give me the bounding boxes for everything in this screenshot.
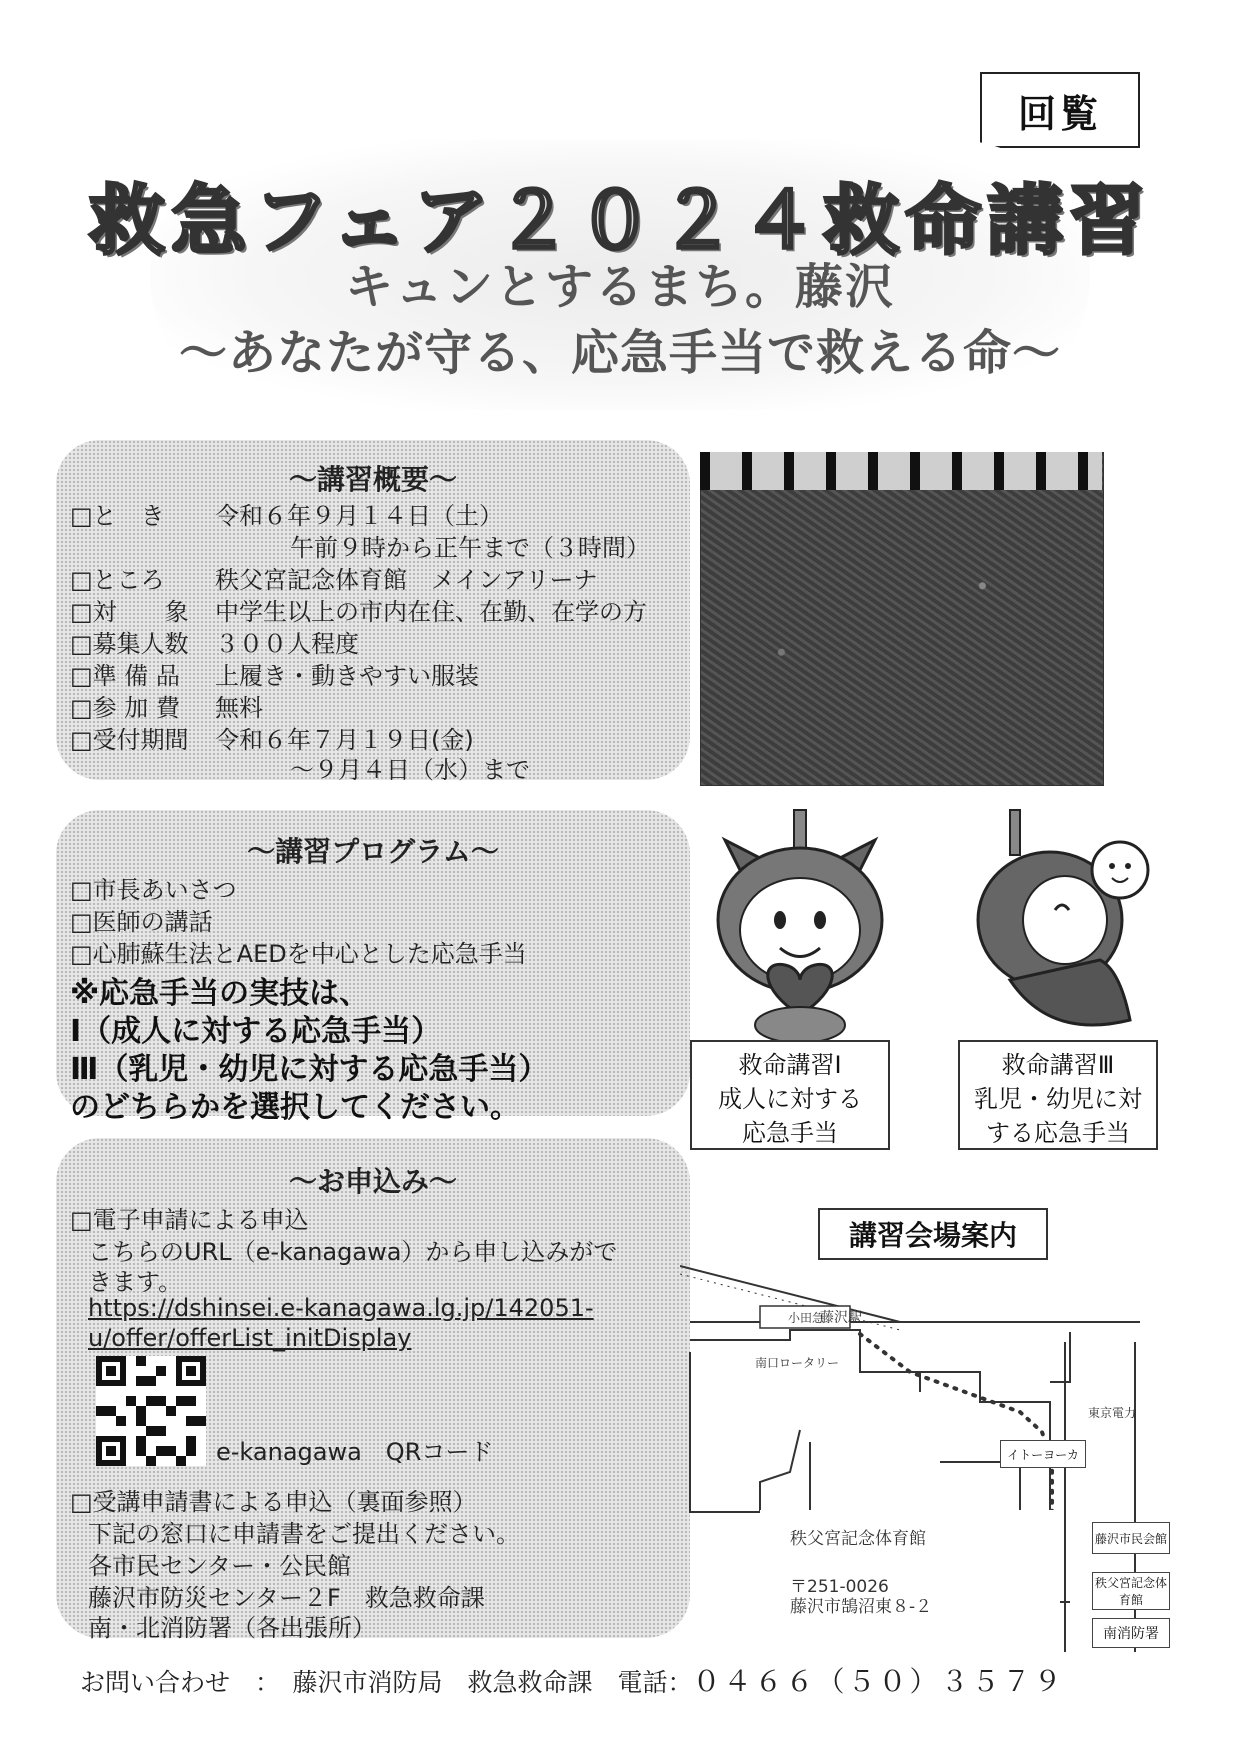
map-venue-info bbox=[760, 1510, 1060, 1617]
mascot-right-label bbox=[958, 1040, 1158, 1150]
training-photo bbox=[700, 452, 1104, 786]
apply-paper-line: 藤沢市防災センター２F 救急救命課 bbox=[88, 1584, 485, 1612]
map-venue-marker: 秩父宮記念体育館 bbox=[1092, 1572, 1170, 1610]
overview-row: □対 象 中学生以上の市内在住、在勤、在学の方 bbox=[70, 598, 647, 626]
mascot-right-label-line: する応急手当 bbox=[986, 1119, 1130, 1147]
program-heading: ～講習プログラム～ bbox=[247, 835, 499, 868]
apply-paper-line: 下記の窓口に申請書をご提出ください。 bbox=[88, 1520, 520, 1548]
apply-online-desc: きます。 bbox=[88, 1268, 183, 1296]
map-fire-station: 南消防署 bbox=[1092, 1618, 1170, 1648]
map-civic-hall: 藤沢市民会館 bbox=[1092, 1522, 1170, 1554]
program-item: □市長あいさつ bbox=[70, 876, 237, 904]
overview-row: □募集人数 ３００人程度 bbox=[70, 630, 359, 658]
map-address: 藤沢市鵠沼東８-２ bbox=[790, 1597, 933, 1617]
page-subtitle: キュンとするまち。藤沢 bbox=[344, 259, 895, 315]
map-station-small: 小田急 bbox=[788, 1311, 825, 1325]
mascot-left-label-line: 応急手当 bbox=[742, 1119, 838, 1147]
mascot-left-label bbox=[690, 1040, 890, 1150]
map-venue-name: 秩父宮記念体育館 bbox=[790, 1529, 926, 1549]
apply-online-desc: こちらのURL（e-kanagawa）から申し込みがで bbox=[88, 1238, 618, 1266]
apply-paper-line: 南・北消防署（各出張所） bbox=[88, 1614, 376, 1642]
apply-url[interactable]: https://dshinsei.e-kanagawa.lg.jp/142051- bbox=[88, 1294, 594, 1322]
program-item: □心肺蘇生法とAEDを中心とした応急手当 bbox=[70, 940, 527, 968]
mascot-right-illustration bbox=[970, 800, 1170, 1050]
mascot-left-label-line: 救命講習Ⅰ bbox=[738, 1051, 842, 1079]
contact-label: お問い合わせ ： 藤沢市消防局 救急救命課 電話： bbox=[80, 1668, 693, 1697]
circulation-badge: 回覧 bbox=[980, 72, 1140, 148]
overview-heading: ～講習概要～ bbox=[288, 463, 457, 496]
map-postal-code: 〒251-0026 bbox=[790, 1577, 889, 1597]
overview-row: 午前９時から正午まで（３時間） bbox=[290, 534, 650, 562]
mascot-left-illustration bbox=[700, 800, 900, 1050]
apply-url[interactable]: u/offer/offerList_initDisplay bbox=[88, 1324, 412, 1352]
page-slogan: ～あなたが守る、応急手当で救える命～ bbox=[178, 325, 1061, 381]
contact-footer bbox=[80, 1660, 1065, 1700]
overview-row: □参 加 費 無料 bbox=[70, 694, 263, 722]
program-note: ※応急手当の実技は、 bbox=[70, 976, 370, 1011]
apply-paper-line: 各市民センター・公民館 bbox=[88, 1552, 352, 1580]
qr-label: e-kanagawa QRコード bbox=[216, 1438, 494, 1466]
map-title: 講習会場案内 bbox=[818, 1208, 1048, 1260]
mascot-right-label-line: 乳児・幼児に対 bbox=[974, 1085, 1142, 1113]
mascot-right-label-line: 救命講習Ⅲ bbox=[1001, 1051, 1115, 1079]
program-item: □医師の講話 bbox=[70, 908, 213, 936]
overview-row: □受付期間 令和６年７月１９日(金) bbox=[70, 726, 474, 754]
overview-row: □ところ 秩父宮記念体育館 メインアリーナ bbox=[70, 566, 598, 594]
qr-code[interactable] bbox=[96, 1356, 206, 1466]
map-sankei: 東京電力 bbox=[1088, 1406, 1137, 1420]
mascot-left-label-line: 成人に対する bbox=[718, 1085, 862, 1113]
apply-paper-title: □受講申請書による申込（裏面参照） bbox=[70, 1488, 477, 1516]
program-panel bbox=[56, 810, 690, 1125]
map-station: 藤沢駅 bbox=[820, 1310, 862, 1326]
map-ito-yokado: イトーヨーカ bbox=[1000, 1440, 1086, 1468]
apply-online-title: □電子申請による申込 bbox=[70, 1206, 309, 1234]
map-rotary: 南口ロータリー bbox=[755, 1356, 840, 1370]
overview-panel bbox=[56, 440, 690, 784]
apply-panel bbox=[56, 1138, 690, 1642]
training-photo-ceiling bbox=[700, 452, 1102, 490]
page-title: 救急フェア２０２４救命講習 bbox=[88, 176, 1152, 265]
program-note: Ⅲ（乳児・幼児に対する応急手当） bbox=[70, 1052, 549, 1087]
apply-heading: ～お申込み～ bbox=[288, 1165, 457, 1198]
contact-phone: ０４６６（５０）３５７９ bbox=[692, 1665, 1065, 1698]
overview-row: ～９月４日（水）まで bbox=[290, 756, 530, 784]
program-note: Ⅰ（成人に対する応急手当） bbox=[70, 1014, 442, 1049]
overview-row: □準 備 品 上履き・動きやすい服装 bbox=[70, 662, 479, 690]
overview-row: □と き 令和６年９月１４日（土） bbox=[70, 502, 503, 530]
program-note: のどちらかを選択してください。 bbox=[70, 1090, 520, 1125]
